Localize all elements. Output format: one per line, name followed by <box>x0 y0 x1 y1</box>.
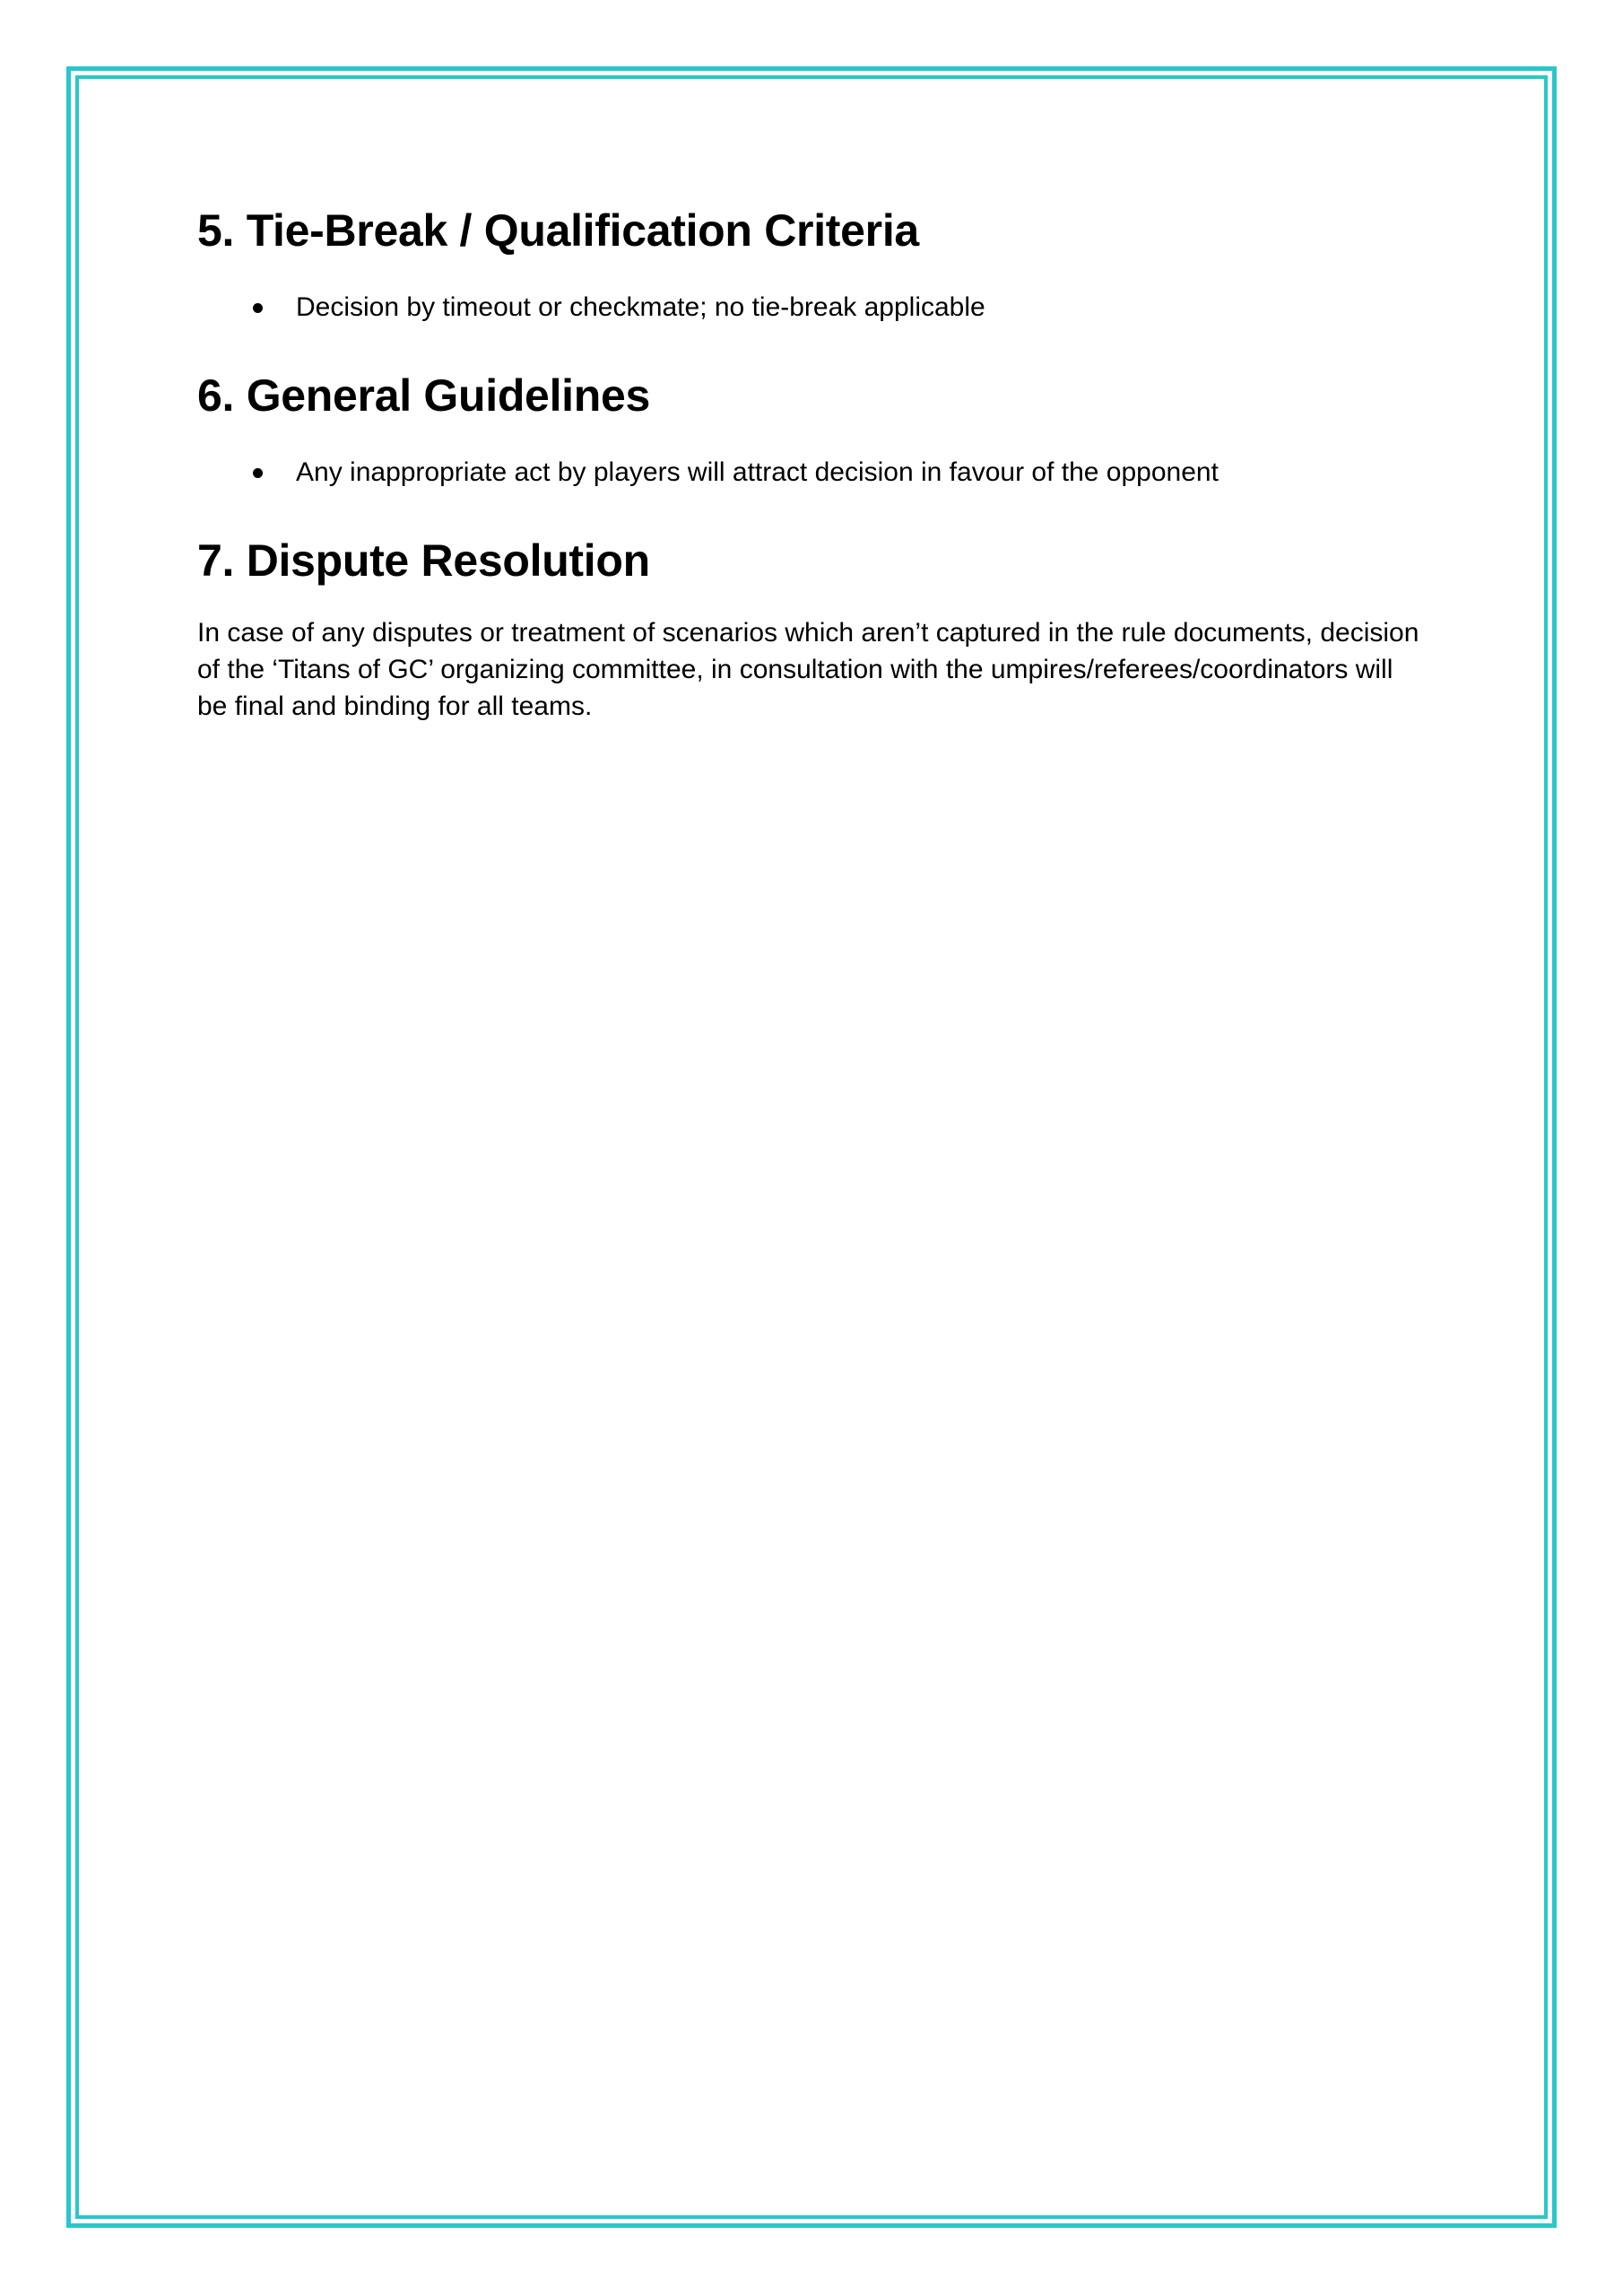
bullet-text: Decision by timeout or checkmate; no tie-break applicable <box>296 292 985 322</box>
bullet-icon <box>253 303 263 313</box>
section-heading-general-guidelines: 6. General Guidelines <box>197 370 651 421</box>
bullet-text: Any inappropriate act by players will attract decision in favour of the opponent <box>296 457 1219 487</box>
list-item <box>197 290 1426 326</box>
dispute-resolution-paragraph: In case of any disputes or treatment of scenarios which aren’t captured in the rule documents, decision of the ‘Titans of GC’ organizing committee, in consultation with the umpires/referees/coordinators will be final and binding for all teams. <box>197 618 1419 721</box>
section-heading-dispute-resolution: 7. Dispute Resolution <box>197 535 650 586</box>
bullet-icon <box>253 468 263 478</box>
tie-break-bullet-list <box>197 290 1426 326</box>
general-guidelines-bullet-list <box>197 455 1426 491</box>
document-body <box>197 193 1426 725</box>
section-heading-tie-break: 5. Tie-Break / Qualification Criteria <box>197 205 919 256</box>
list-item <box>197 455 1426 491</box>
